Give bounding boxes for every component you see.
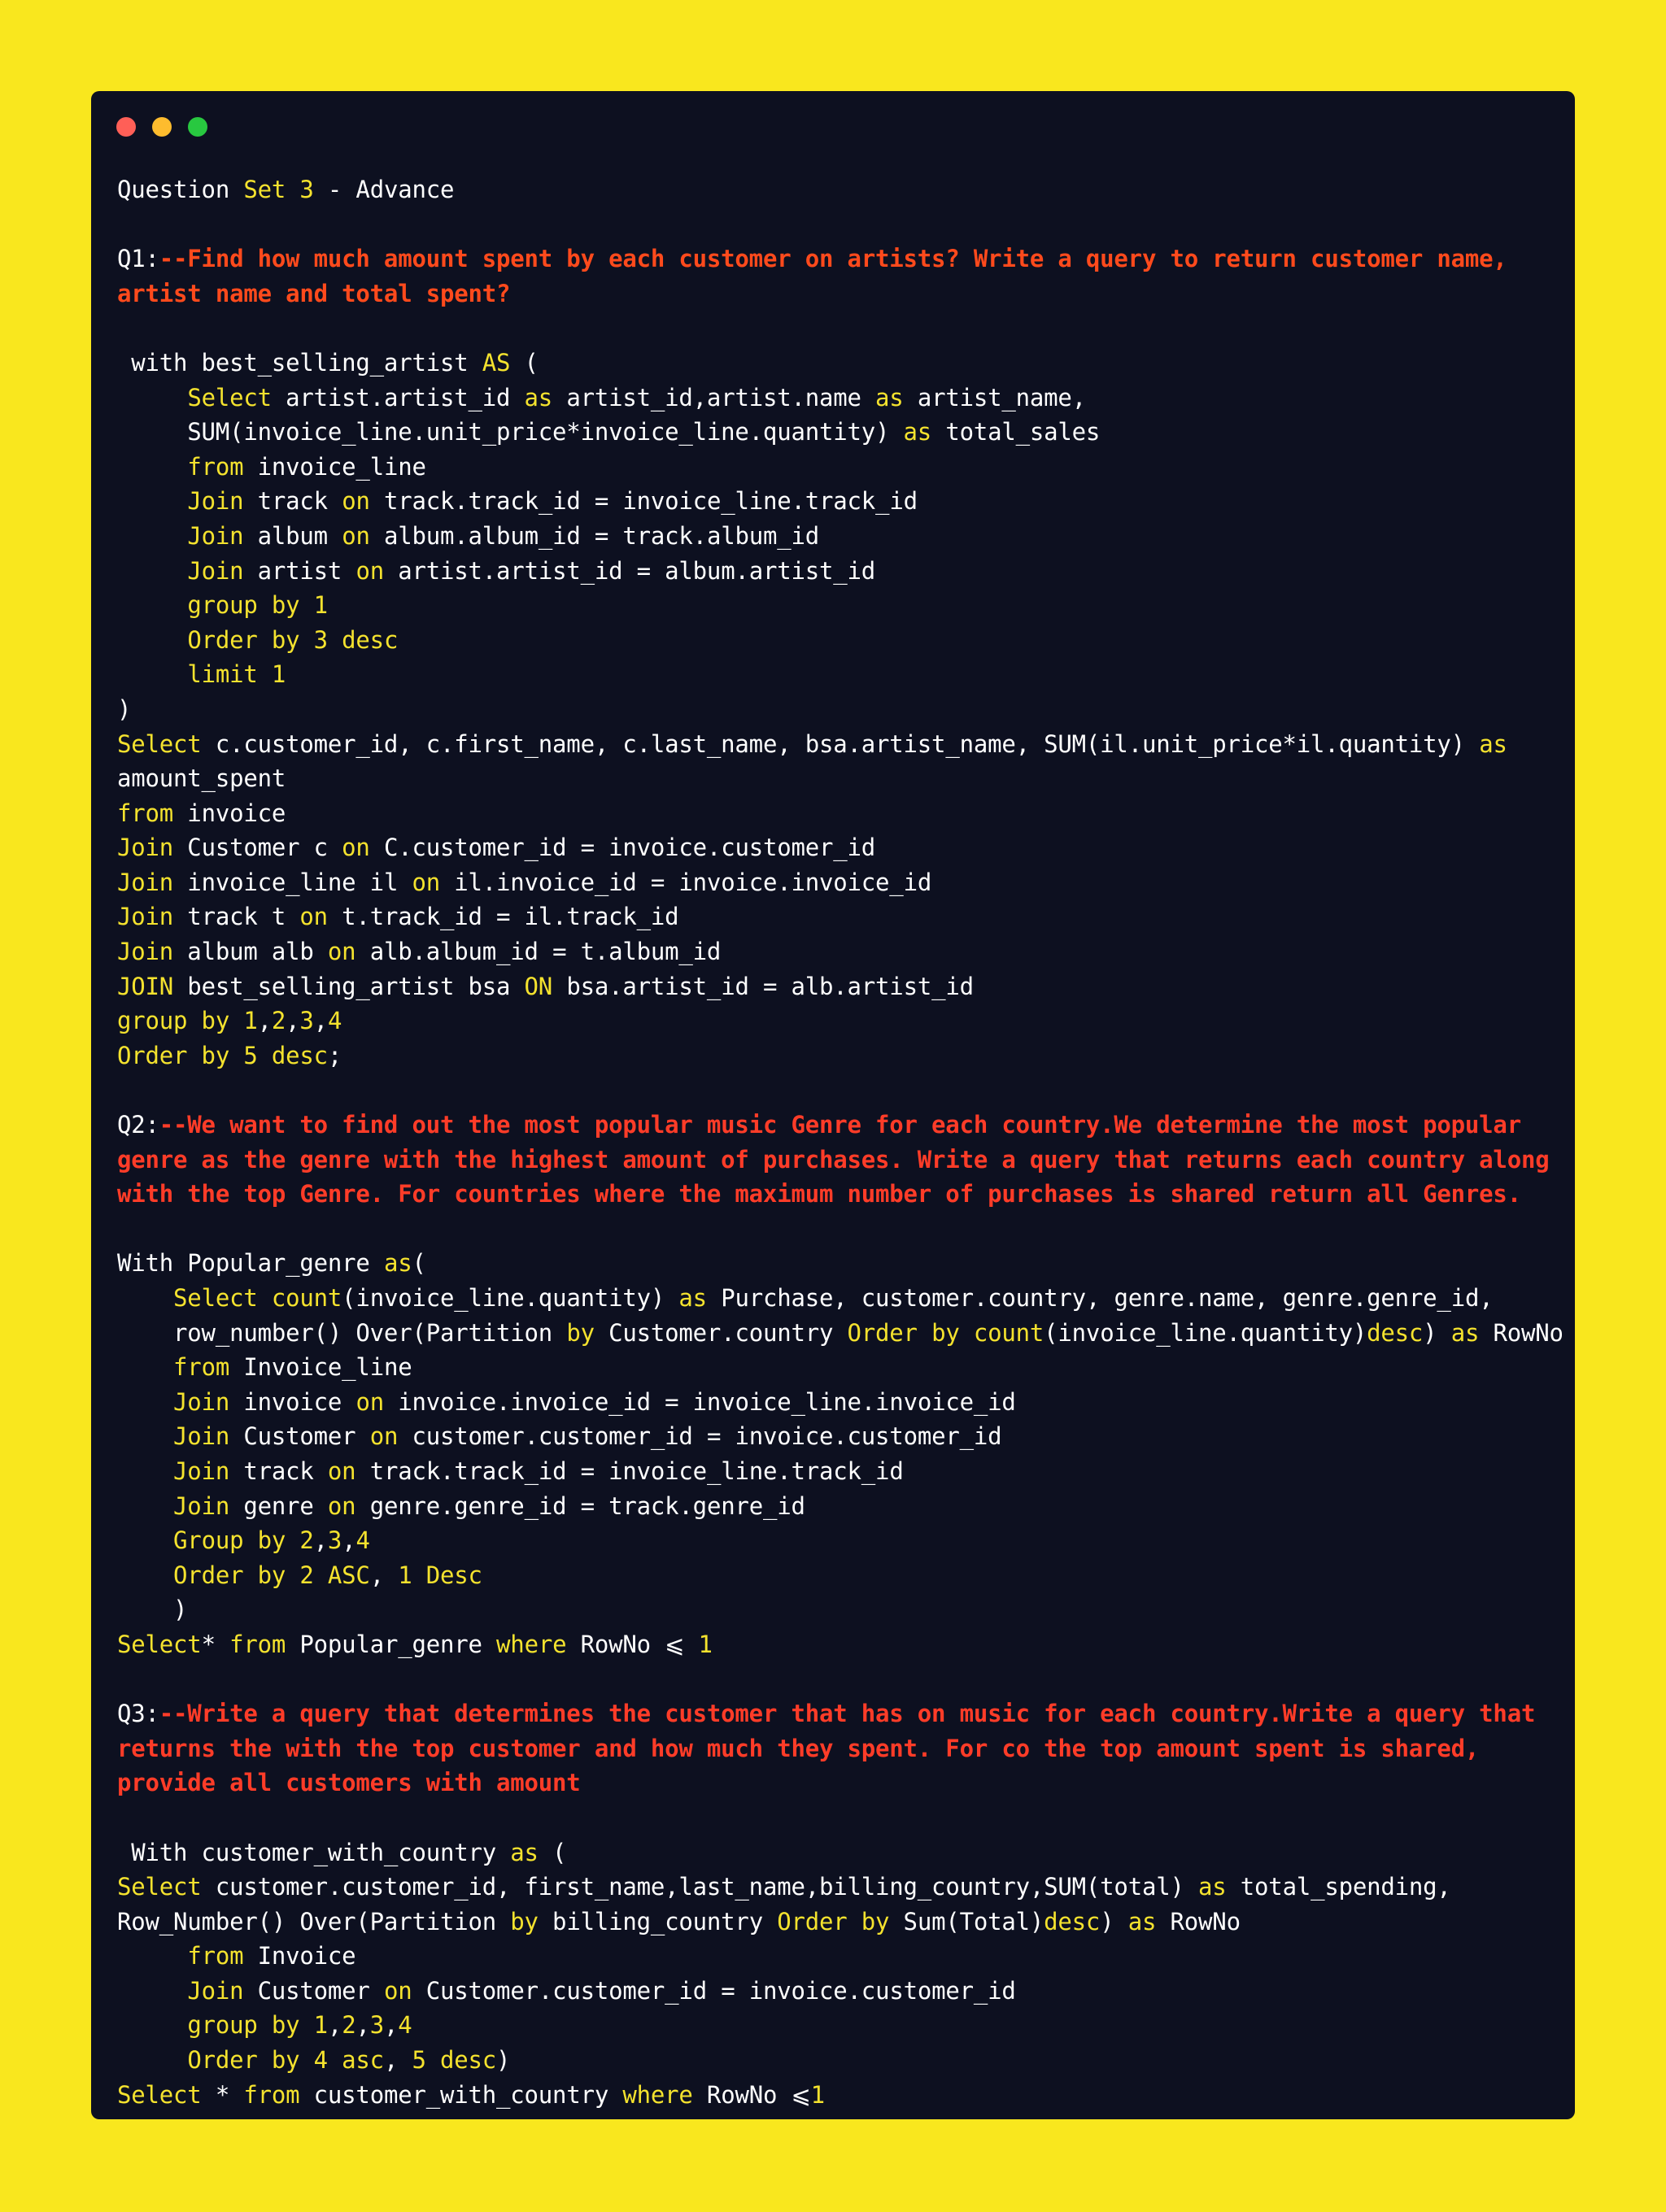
code-line <box>117 346 1565 381</box>
code-line <box>117 2043 1565 2078</box>
code-text: Invoice_line <box>229 1353 412 1382</box>
code-keyword: on <box>383 1976 412 2005</box>
code-line <box>117 1766 1565 1801</box>
code-keyword: Order by 5 desc <box>117 1041 328 1069</box>
code-line <box>117 484 1565 519</box>
code-comment: --Write a query that determines the customer that has on music for each country.Write a query that <box>159 1700 1536 1728</box>
code-text: artist.artist_id = album.artist_id <box>383 556 876 585</box>
code-keyword: Set 3 <box>243 176 314 203</box>
code-keyword: 4 <box>398 2011 412 2040</box>
code-line <box>117 1489 1565 1524</box>
code-keyword: Join <box>117 868 174 896</box>
code-line <box>117 588 1565 623</box>
code-text: , <box>355 2011 370 2040</box>
code-text: Purchase, customer.country, genre.name, genre.genre_id, <box>706 1284 1494 1312</box>
code-text: invoice_line il <box>173 868 412 896</box>
code-text: t.track_id = il.track_id <box>327 903 679 931</box>
code-keyword: from <box>229 1630 286 1658</box>
code-keyword: Join <box>187 1976 244 2005</box>
code-line <box>117 1592 1565 1627</box>
code-line <box>117 1835 1565 1870</box>
code-line <box>117 381 1565 416</box>
code-comment: genre as the genre with the highest amount of purchases. Write a query that returns each country along <box>117 1145 1550 1173</box>
code-text <box>117 660 187 688</box>
code-text: Customer.customer_id = invoice.customer_id <box>412 1976 1016 2005</box>
code-text <box>117 453 187 481</box>
code-line <box>117 1523 1565 1558</box>
code-keyword: 3 <box>299 1007 314 1035</box>
code-line <box>117 830 1565 865</box>
code-text: Question <box>117 176 244 203</box>
code-keyword: 2 <box>342 2011 356 2040</box>
code-line <box>117 1905 1565 1940</box>
code-line <box>117 934 1565 969</box>
code-keyword: on <box>355 1387 384 1416</box>
code-text: With customer_with_country <box>117 1838 511 1866</box>
code-text <box>117 487 187 515</box>
code-keyword: desc <box>1367 1318 1424 1347</box>
code-line <box>117 1004 1565 1039</box>
code-line <box>117 1316 1565 1351</box>
code-line <box>117 172 1565 207</box>
code-keyword: Order by 2 ASC <box>173 1561 370 1589</box>
code-keyword: as <box>1450 1318 1480 1347</box>
code-text: SUM(invoice_line.unit_price*invoice_line.quantity) <box>117 418 904 446</box>
code-keyword: 3 <box>327 1526 342 1555</box>
code-text: (invoice_line.quantity) <box>1044 1318 1367 1347</box>
code-keyword: as <box>1127 1907 1157 1936</box>
code-keyword: 2 <box>271 1007 286 1035</box>
code-keyword: Order by 3 desc <box>187 625 399 654</box>
code-line <box>117 554 1565 589</box>
code-text: artist.artist_id <box>271 383 525 411</box>
code-keyword: Select <box>117 2080 202 2109</box>
code-comment: returns the with the top customer and how much they spent. For co the top amount spent is shared, <box>117 1734 1480 1762</box>
code-text: , <box>313 1007 328 1035</box>
code-line <box>117 1419 1565 1454</box>
code-keyword: on <box>342 521 370 550</box>
code-line <box>117 2008 1565 2043</box>
code-keyword: from <box>173 1353 230 1382</box>
code-keyword: on <box>327 938 356 966</box>
minimize-dot-icon[interactable] <box>152 117 172 137</box>
code-keyword: Select count <box>173 1284 342 1312</box>
code-text: artist_name, <box>903 383 1086 411</box>
code-line <box>117 1870 1565 1905</box>
code-line <box>117 623 1565 658</box>
code-keyword: from <box>187 1942 244 1970</box>
code-text <box>117 1492 173 1520</box>
code-text: Q1: <box>117 245 159 273</box>
code-line <box>117 1454 1565 1489</box>
code-text: album <box>243 521 342 550</box>
code-comment: artist name and total spent? <box>117 279 511 307</box>
code-line <box>117 1801 1565 1835</box>
code-keyword: as <box>383 1249 412 1278</box>
code-keyword: Select <box>117 1630 202 1658</box>
code-keyword: 1 Desc <box>398 1561 482 1589</box>
code-comment: provide all customers with amount <box>117 1769 581 1797</box>
code-text: Customer <box>229 1422 370 1451</box>
code-keyword: 5 desc <box>412 2046 497 2075</box>
code-text: , <box>342 1526 356 1555</box>
code-text <box>117 1526 173 1554</box>
code-text: Row_Number() Over(Partition <box>117 1907 511 1936</box>
code-keyword: 4 <box>355 1526 370 1555</box>
code-keyword: AS <box>482 348 511 377</box>
code-keyword: Select <box>187 383 272 411</box>
code-text: track <box>229 1457 328 1485</box>
code-text: with best_selling_artist <box>117 348 482 377</box>
code-text: RowNo ⩽ <box>566 1630 699 1658</box>
code-text <box>117 626 187 654</box>
code-keyword: 4 <box>327 1007 342 1035</box>
code-keyword: by <box>510 1907 539 1936</box>
code-text <box>117 1353 173 1381</box>
code-keyword: desc <box>1044 1907 1101 1936</box>
code-keyword: as <box>678 1284 707 1312</box>
code-keyword: group by 1 <box>187 591 328 620</box>
code-text: , <box>327 2011 342 2040</box>
code-keyword: Select <box>117 1873 202 1901</box>
code-line <box>117 1350 1565 1385</box>
code-line <box>117 1558 1565 1593</box>
code-text: track t <box>173 903 300 931</box>
close-dot-icon[interactable] <box>116 117 136 137</box>
code-text: ( <box>538 1838 567 1866</box>
code-text: C.customer_id = invoice.customer_id <box>369 834 876 862</box>
code-line <box>117 1039 1565 1073</box>
code-text <box>117 1977 187 2005</box>
code-text: Customer <box>243 1976 384 2005</box>
code-text: il.invoice_id = invoice.invoice_id <box>440 868 932 896</box>
code-keyword: ON <box>524 972 553 1000</box>
code-line <box>117 1974 1565 2009</box>
code-keyword: as <box>1479 729 1507 758</box>
code-text <box>117 1388 173 1416</box>
code-line <box>117 1385 1565 1420</box>
code-keyword: Join <box>117 903 174 931</box>
code-text: * <box>201 2080 244 2109</box>
code-text: customer.customer_id = invoice.customer_id <box>398 1422 1002 1451</box>
code-keyword: JOIN <box>117 972 174 1000</box>
code-text: ; <box>327 1041 342 1069</box>
code-text <box>117 2011 187 2039</box>
code-keyword: from <box>187 452 244 481</box>
code-keyword: Join <box>117 834 174 862</box>
code-text: invoice.invoice_id = invoice_line.invoice_id <box>383 1387 1016 1416</box>
code-text: Customer.country <box>594 1318 848 1347</box>
code-block <box>117 172 1565 2112</box>
code-line <box>117 1073 1565 1108</box>
window-controls <box>116 117 220 138</box>
code-line <box>117 969 1565 1004</box>
code-text: genre.genre_id = track.genre_id <box>355 1491 805 1520</box>
code-keyword: where <box>496 1630 567 1658</box>
code-keyword: Order by <box>777 1907 890 1936</box>
code-text: , <box>383 2046 412 2075</box>
code-text: , <box>257 1007 272 1035</box>
code-text <box>117 384 187 411</box>
code-text: artist_id,artist.name <box>552 383 876 411</box>
code-text: (invoice_line.quantity) <box>342 1284 679 1312</box>
code-keyword: 1 <box>698 1630 713 1658</box>
code-text: row_number() Over(Partition <box>117 1318 567 1347</box>
code-text: RowNo ⩽ <box>692 2080 811 2109</box>
code-text: track.track_id = invoice_line.track_id <box>355 1457 904 1485</box>
code-text: album alb <box>173 938 328 966</box>
code-line <box>117 207 1565 242</box>
code-text: genre <box>229 1491 328 1520</box>
code-comment: with the top Genre. For countries where the maximum number of purchases is shared return all Genres. <box>117 1180 1521 1208</box>
code-text: ) <box>1423 1318 1451 1347</box>
code-keyword: on <box>412 868 440 896</box>
code-text: amount_spent <box>117 764 286 793</box>
code-line <box>117 761 1565 796</box>
code-keyword: Join <box>173 1457 230 1485</box>
code-keyword: group by 1 <box>187 2011 328 2040</box>
code-line <box>117 692 1565 727</box>
code-text: , <box>313 1526 328 1555</box>
code-line <box>117 1281 1565 1316</box>
code-keyword: on <box>327 1457 356 1485</box>
code-text: With Popular_genre <box>117 1249 384 1278</box>
maximize-dot-icon[interactable] <box>188 117 207 137</box>
code-text <box>117 1942 187 1970</box>
code-text: customer.customer_id, first_name,last_name,billing_country,SUM(total) <box>201 1873 1198 1901</box>
code-text: invoice_line <box>243 452 426 481</box>
code-text: customer_with_country <box>299 2080 623 2109</box>
code-text: Q2: <box>117 1111 159 1139</box>
code-text <box>117 1422 173 1450</box>
code-keyword: on <box>342 487 370 516</box>
code-text: ) <box>496 2046 511 2075</box>
code-text: Sum(Total) <box>889 1907 1045 1936</box>
code-keyword: Join <box>173 1422 230 1451</box>
code-line <box>117 1662 1565 1697</box>
code-text: alb.album_id = t.album_id <box>355 938 722 966</box>
code-text: best_selling_artist bsa <box>173 972 525 1000</box>
code-text <box>117 522 187 550</box>
code-text: * <box>201 1630 230 1658</box>
code-line <box>117 450 1565 485</box>
code-text <box>117 591 187 619</box>
code-text: invoice <box>229 1387 356 1416</box>
code-keyword: on <box>327 1491 356 1520</box>
code-line <box>117 415 1565 450</box>
code-keyword: as <box>875 383 904 411</box>
code-text: RowNo <box>1479 1318 1564 1347</box>
code-text <box>117 1561 173 1589</box>
code-text: Popular_genre <box>286 1630 497 1658</box>
code-keyword: Order by 4 asc <box>187 2046 384 2075</box>
code-text: , <box>286 1007 300 1035</box>
code-keyword: Join <box>187 521 244 550</box>
code-line <box>117 1212 1565 1247</box>
code-keyword: Join <box>117 938 174 966</box>
code-keyword: from <box>243 2080 300 2109</box>
code-keyword: Group by 2 <box>173 1526 314 1555</box>
code-text: ( <box>510 348 539 377</box>
code-keyword: Order by count <box>847 1318 1045 1347</box>
code-text: ( <box>412 1249 426 1278</box>
code-text <box>117 1457 173 1485</box>
code-text: , <box>383 2011 399 2040</box>
code-line <box>117 1246 1565 1281</box>
code-line <box>117 2078 1565 2113</box>
code-keyword: limit 1 <box>187 660 286 689</box>
code-keyword: by <box>566 1318 595 1347</box>
code-keyword: as <box>1198 1873 1227 1901</box>
code-text: total_sales <box>931 418 1101 446</box>
code-text: Q3: <box>117 1700 159 1728</box>
code-keyword: on <box>299 903 328 931</box>
code-line <box>117 1177 1565 1212</box>
code-text: artist <box>243 556 356 585</box>
code-keyword: Select <box>117 729 202 758</box>
code-line <box>117 1696 1565 1731</box>
code-line <box>117 1108 1565 1143</box>
code-keyword: where <box>622 2080 693 2109</box>
code-text: , <box>369 1561 399 1589</box>
code-text: ) <box>1100 1907 1128 1936</box>
code-text <box>117 1284 173 1312</box>
code-keyword: as <box>510 1838 539 1866</box>
code-keyword: Join <box>187 556 244 585</box>
code-text: c.customer_id, c.first_name, c.last_name, bsa.artist_name, SUM(il.unit_price*il.quantity) <box>201 729 1480 758</box>
code-line <box>117 727 1565 762</box>
code-line <box>117 242 1565 276</box>
code-line <box>117 865 1565 900</box>
code-keyword: on <box>369 1422 399 1451</box>
code-line <box>117 276 1565 311</box>
code-text: Customer c <box>173 834 342 862</box>
code-line <box>117 1627 1565 1662</box>
code-text: billing_country <box>538 1907 778 1936</box>
code-keyword: as <box>524 383 553 411</box>
code-text: track.track_id = invoice_line.track_id <box>369 487 918 516</box>
code-text: ) <box>117 695 132 723</box>
code-keyword: Join <box>173 1491 230 1520</box>
code-text <box>117 2046 187 2074</box>
code-text: album.album_id = track.album_id <box>369 521 820 550</box>
code-line <box>117 899 1565 934</box>
code-line <box>117 1731 1565 1766</box>
code-keyword: as <box>903 418 932 446</box>
code-keyword: group by 1 <box>117 1007 258 1035</box>
code-line <box>117 1939 1565 1974</box>
code-text: bsa.artist_id = alb.artist_id <box>552 972 974 1000</box>
code-keyword: 3 <box>369 2011 384 2040</box>
code-text: RowNo <box>1156 1907 1241 1936</box>
code-line <box>117 311 1565 346</box>
code-text: - Advance <box>313 176 455 203</box>
code-text: track <box>243 487 342 516</box>
code-line <box>117 657 1565 692</box>
code-comment: --Find how much amount spent by each customer on artists? Write a query to return customer name, <box>159 245 1507 273</box>
code-keyword: from <box>117 799 174 827</box>
code-window <box>91 91 1575 2119</box>
code-text: ) <box>117 1596 188 1624</box>
code-keyword: 1 <box>810 2080 825 2109</box>
code-line <box>117 1143 1565 1178</box>
code-keyword: Join <box>187 487 244 516</box>
code-keyword: on <box>342 834 370 862</box>
code-comment: --We want to find out the most popular music Genre for each country.We determine the most popular <box>159 1111 1521 1139</box>
code-text <box>117 557 187 585</box>
code-keyword: on <box>355 556 384 585</box>
code-line <box>117 519 1565 554</box>
code-line <box>117 796 1565 831</box>
code-keyword: Join <box>173 1387 230 1416</box>
code-text: Invoice <box>243 1942 356 1970</box>
code-text: invoice <box>173 799 286 827</box>
code-text: total_spending, <box>1226 1873 1451 1901</box>
